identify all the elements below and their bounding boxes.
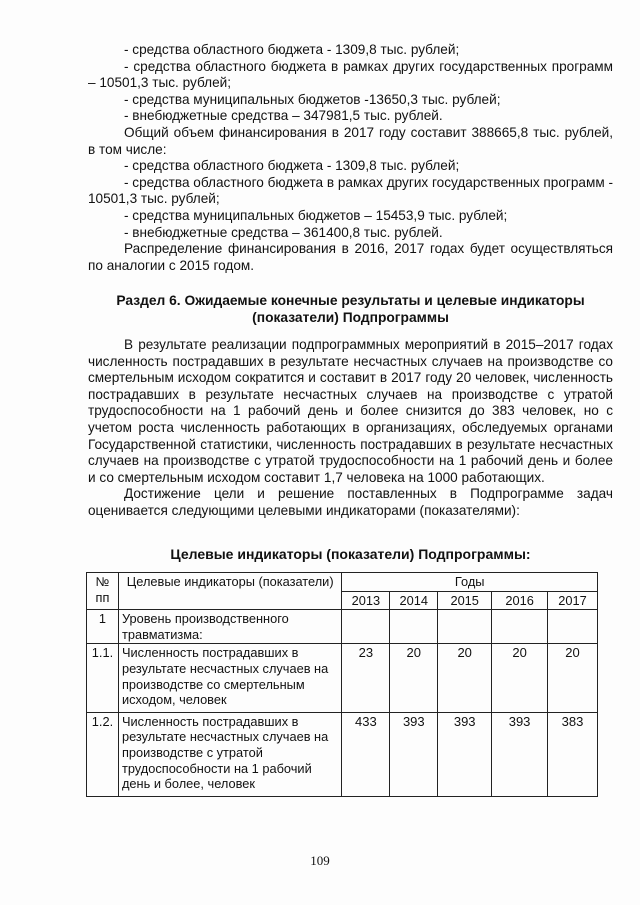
intro-line: - средства муниципальных бюджетов -13650,3 тыс. рублей;: [124, 91, 501, 107]
page-number: 109: [310, 853, 330, 868]
year-header: 2016: [492, 591, 548, 610]
value-cell: 393: [438, 712, 492, 796]
value-cell: 433: [342, 712, 390, 796]
value-cell: 23: [342, 644, 390, 712]
table-row: [87, 712, 598, 796]
paragraph: Достижение цели и решение поставленных в Подпрограмме задач оценивается следующими целевыми индикаторами (показателями):: [88, 486, 613, 518]
intro-line: - средства муниципальных бюджетов – 15453,9 тыс. рублей;: [124, 207, 508, 223]
year-header: 2013: [342, 591, 390, 610]
col-header-indicator: Целевые индикаторы (показатели): [118, 573, 341, 610]
paragraph: В результате реализации подпрограммных мероприятий в 2015–2017 годах численность пострадавших в результате несчастных случаев на производстве со смертельным исходом сократится и составит в 2017 году 20 человек, численность пострадавших в результате несчастных случаев на производстве с утратой трудоспособности на 1 рабочий день и более снизится до 383 человек, но с учетом роста численность работающих в организациях, обследуемых органами Государственной статистики, численность пострадавших в результате несчастных случаев на производстве с утратой трудоспособности на 1 рабочий день и более и со смертельным исходом составит 1,7 человека на 1000 работающих.: [88, 337, 613, 485]
value-cell: 20: [390, 644, 438, 712]
value-cell: [438, 610, 492, 644]
table-title: Целевые индикаторы (показатели) Подпрограммы:: [170, 546, 531, 562]
intro-line: - внебюджетные средства – 347981,5 тыс. рублей.: [124, 108, 443, 124]
col-header-no: № пп: [87, 573, 119, 610]
year-header: 2017: [548, 591, 598, 610]
year-header: 2015: [438, 591, 492, 610]
value-cell: [548, 610, 598, 644]
year-header: 2014: [390, 591, 438, 610]
intro-line: - внебюджетные средства – 361400,8 тыс. рублей.: [124, 224, 443, 240]
indicator-name: Численность пострадавших в результате несчастных случаев на производстве со смертельным исходом, человек: [118, 644, 341, 712]
row-number: 1.1.: [87, 644, 119, 712]
value-cell: [390, 610, 438, 644]
intro-line: - средства областного бюджета в рамках других государственных программ – 10501,3 тыс. рублей;: [88, 58, 613, 91]
value-cell: 20: [492, 644, 548, 712]
col-header-years: Годы: [342, 573, 598, 592]
intro-line: Общий объем финансирования в 2017 году составит 388665,8 тыс. рублей, в том числе:: [88, 124, 613, 157]
row-number: 1.2.: [87, 712, 119, 796]
value-cell: [342, 610, 390, 644]
indicator-name: Численность пострадавших в результате несчастных случаев на производстве с утратой трудоспособности на 1 рабочий день и более, человек: [118, 712, 341, 796]
intro-line: - средства областного бюджета в рамках других государственных программ - 10501,3 тыс. рублей;: [88, 174, 613, 207]
value-cell: 393: [492, 712, 548, 796]
value-cell: [492, 610, 548, 644]
value-cell: 20: [438, 644, 492, 712]
value-cell: 393: [390, 712, 438, 796]
indicator-name: Уровень производственного травматизма:: [118, 610, 341, 644]
results-text: [88, 337, 613, 520]
table-row: [87, 644, 598, 712]
value-cell: 383: [548, 712, 598, 796]
intro-line: - средства областного бюджета - 1309,8 тыс. рублей;: [124, 42, 460, 57]
intro-line: - средства областного бюджета - 1309,8 тыс. рублей;: [124, 158, 460, 174]
indicators-table: [86, 572, 598, 797]
intro-line: Распределение финансирования в 2016, 2017 годах будет осуществляться по аналогии с 2015 годом.: [88, 241, 613, 273]
table-row: [87, 610, 598, 644]
financing-block: [88, 42, 613, 274]
section-heading: Раздел 6. Ожидаемые конечные результаты и целевые индикаторы (показатели) Подпрограммы: [116, 293, 585, 325]
row-number: 1: [87, 610, 119, 644]
value-cell: 20: [548, 644, 598, 712]
